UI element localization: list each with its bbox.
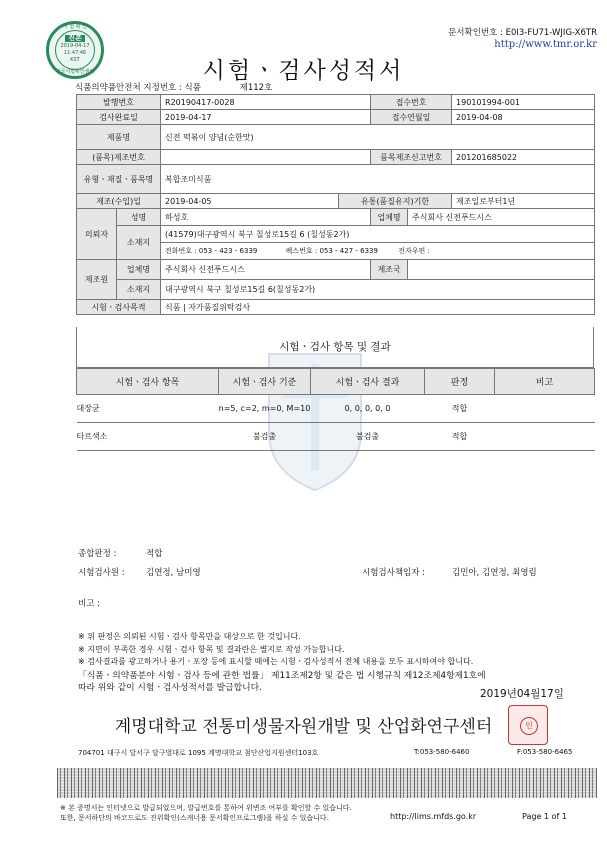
verification-link[interactable]: http://lims.mfds.go.kr (390, 812, 477, 821)
table-row (77, 423, 595, 451)
type-value: 복합조미식품 (161, 165, 595, 194)
legal-statement (78, 670, 486, 694)
shelf-life-label: 유통(품질유지)기한 (339, 194, 452, 209)
inspector-value: 김연정, 남미영 (146, 568, 201, 578)
product-label: 제품명 (77, 125, 161, 150)
client-tel: 전화번호 : 053 - 423 - 6339 (165, 247, 258, 255)
maker-company-label: 업체명 (117, 260, 161, 280)
results-header-row (77, 369, 595, 395)
result-judgement: 적합 (425, 395, 495, 423)
client-contact (161, 243, 595, 260)
result-item: 대장균 (77, 395, 219, 423)
client-label: 의뢰자 (77, 209, 117, 260)
remark-label: 비고 : (78, 599, 100, 609)
info-table (76, 94, 595, 315)
result-judgement: 적합 (425, 423, 495, 451)
note-line: ※ 지면이 부족한 경우 시험ㆍ검사 항목 및 결과란은 별지로 작성 가능합니다. (78, 644, 345, 654)
receipt-date-value: 2019-04-08 (452, 110, 595, 125)
client-name-label: 성명 (117, 209, 161, 226)
result-item: 타르색소 (77, 423, 219, 451)
client-company-label: 업체명 (371, 209, 408, 226)
seal-tz: KST (70, 57, 80, 63)
result-note (495, 423, 595, 451)
bottom-notes (60, 803, 352, 823)
result-standard: n=5, c=2, m=0, M=10 (219, 395, 311, 423)
overall-judgement-label: 종합판정 : (78, 549, 117, 559)
client-addr-label: 소재지 (117, 226, 161, 260)
seal-badge: 진본 (65, 35, 85, 42)
page-number: Page 1 of 1 (522, 812, 567, 821)
report-no-label: 품목제조신고번호 (371, 150, 452, 165)
seal-time: 11:47:46 (63, 50, 87, 56)
report-no-value: 201201685022 (452, 150, 595, 165)
notes (78, 631, 473, 669)
client-fax: 팩스번호 : 053 - 427 - 6339 (285, 247, 378, 255)
results-table (76, 368, 595, 451)
result-value: 0, 0, 0, 0, 0 (311, 395, 425, 423)
issue-date: 2019년04월17일 (480, 688, 564, 700)
done-date-label: 검사완료일 (77, 110, 161, 125)
bottom-note-line: 또한, 문서하단의 바코드로도 진위확인(스캐너용 문서확인프로그램)을 하실 수 있습니다. (60, 814, 329, 822)
result-note (495, 395, 595, 423)
client-company-value: 주식회사 신전푸드시스 (408, 209, 595, 226)
table-row (77, 395, 595, 423)
receipt-no-label: 접수번호 (371, 95, 452, 110)
stamp-mark: 인 (520, 717, 538, 735)
result-value: 불검출 (311, 423, 425, 451)
org-fax: F:053-580-6465 (517, 748, 573, 756)
receipt-no-value: 190101994-001 (452, 95, 595, 110)
seal-date: 2019-04-17 (60, 43, 90, 49)
seal-top-text: 시 험 확 인 (62, 24, 88, 30)
maker-country-value (408, 260, 595, 280)
page-title: 시험ㆍ검사성적서 (202, 58, 405, 84)
item-no-value (161, 150, 371, 165)
note-line: ※ 위 판정은 의뢰된 시험ㆍ검사 항목만을 대상으로 한 것입니다. (78, 632, 301, 641)
responsible-label: 시험검사책임자 : (362, 568, 426, 578)
results-header-standard: 시험ㆍ검사 기준 (219, 369, 311, 395)
note-line: ※ 검사결과를 광고하거나 용기ㆍ포장 등에 표시할 때에는 시험ㆍ검사성적서 전체 내용을 모두 표시하여야 합니다. (78, 657, 474, 666)
results-header-note: 비고 (495, 369, 595, 395)
receipt-date-label: 접수연월일 (371, 110, 452, 125)
type-label: 유형ㆍ재질ㆍ품목명 (77, 165, 161, 194)
legal-line: 「식품ㆍ의약품분야 시험ㆍ검사 등에 관한 법률」 제11조제2항 및 같은 법 시행규칙 제12조제4항제1호에 (78, 671, 486, 681)
purpose-value: 식품 | 자가품질위탁검사 (161, 300, 595, 315)
document-check-url[interactable]: http://www.tmr.or.kr (494, 39, 597, 50)
purpose-label: 시험ㆍ검사목적 (77, 300, 161, 315)
results-section-title: 시험ㆍ검사 항목 및 결과 (76, 327, 594, 368)
product-value: 신전 떡볶이 양념(순한맛) (161, 125, 595, 150)
mfg-date-value: 2019-04-05 (161, 194, 339, 209)
maker-company-value: 주식회사 신전푸드시스 (161, 260, 371, 280)
inspector-label: 시험검사원 : (78, 568, 125, 578)
issue-no-label: 발행번호 (77, 95, 161, 110)
designation-value: 제112호 (239, 83, 273, 93)
client-email: 전자우편 : (398, 247, 430, 255)
designation-prefix: 식품의약품안전처 지정번호 : 식품 (75, 83, 201, 93)
done-date-value: 2019-04-17 (161, 110, 371, 125)
organization-name: 계명대학교 전통미생물자원개발 및 산업화연구센터 (114, 717, 493, 737)
issue-no-value: R20190417-0028 (161, 95, 371, 110)
org-address: 704701 대구시 달서구 달구벌대로 1095 계명대학교 첨단산업지원센터103호 (78, 749, 319, 757)
results-header-item: 시험ㆍ검사 항목 (77, 369, 219, 395)
verification-barcode (57, 768, 597, 798)
shelf-life-value: 제조일로부터1년 (452, 194, 595, 209)
org-tel: T:053-580-6460 (414, 748, 470, 756)
legal-line: 따라 위와 같이 시험ㆍ검사성적서를 발급합니다. (78, 683, 262, 693)
result-standard: 불검출 (219, 423, 311, 451)
item-no-label: (품목)제조번호 (77, 150, 161, 165)
document-check-number: 문서확인번호 : E0I3-FU71-WJIG-X6TR (448, 28, 597, 38)
maker-label: 제조원 (77, 260, 117, 300)
official-stamp (508, 705, 548, 745)
designation-number (75, 81, 272, 93)
bottom-note-line: ※ 본 증명서는 인터넷으로 발급되었으며, 발급번호를 통하여 위변조 여부를 확인할 수 있습니다. (60, 804, 352, 812)
maker-addr-value: 대구광역시 북구 칠성로15길 6(칠성동2가) (161, 280, 595, 300)
maker-addr-label: 소재지 (117, 280, 161, 300)
document-check-header (448, 28, 597, 50)
overall-judgement-value: 적합 (146, 549, 163, 559)
client-addr-value: (41579)대구광역시 북구 칠성로15길 6 (칠성동2가) (161, 226, 595, 243)
responsible-value: 김민아, 김연정, 최영림 (452, 568, 537, 578)
results-header-result: 시험ㆍ검사 결과 (311, 369, 425, 395)
seal-bottom-text: 한국시험확인센터 (55, 69, 95, 75)
client-name-value: 하성호 (161, 209, 371, 226)
maker-country-label: 제조국 (371, 260, 408, 280)
results-header-judgement: 판정 (425, 369, 495, 395)
mfg-date-label: 제조(수입)일 (77, 194, 161, 209)
